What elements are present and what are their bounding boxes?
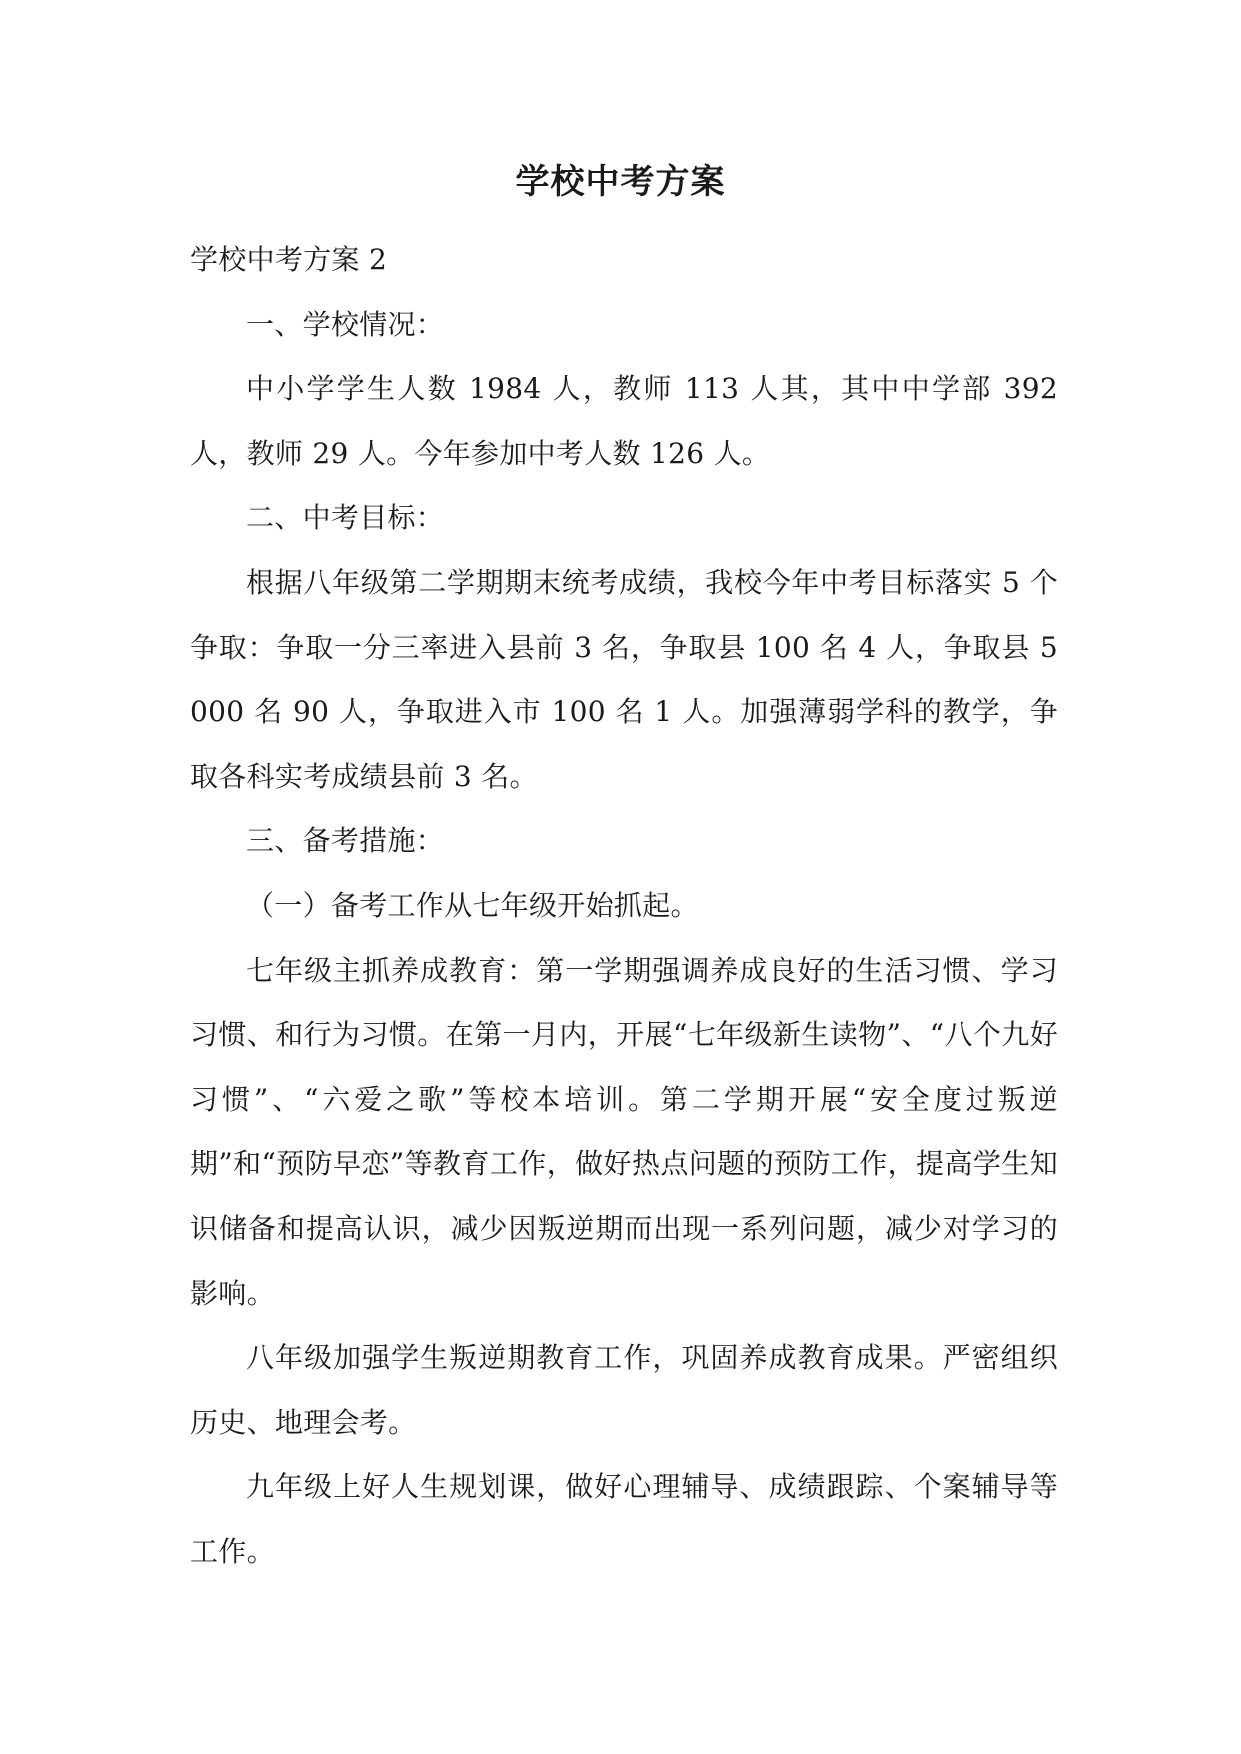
subtitle-paragraph: 学校中考方案 2	[190, 243, 388, 276]
document-body	[190, 228, 1058, 1584]
document-title: 学校中考方案	[515, 162, 726, 202]
grade9-paragraph: 九年级上好人生规划课，做好心理辅导、成绩跟踪、个案辅导等工作。	[190, 1470, 1058, 1568]
section-heading-school-info: 一、学校情况：	[246, 307, 445, 341]
school-info-paragraph: 中小学学生人数 1984 人，教师 113 人其，其中中学部 392 人，教师 29 人。今年参加中考人数 126 人。	[190, 372, 1058, 470]
grade7-paragraph: 七年级主抓养成教育：第一学期强调养成良好的生活习惯、学习习惯、和行为习惯。在第一月内，开展“七年级新生读物”、“八个九好习惯”、“六爱之歌”等校本培训。第二学期开展“安全度过叛逆期”和“预防早恋”等教育工作，做好热点问题的预防工作，提高学生知识储备和提高认识，减少因叛逆期而出现一系列问题，减少对学习的影响。	[190, 953, 1058, 1310]
measures-subheading-1: （一）备考工作从七年级开始抓起。	[246, 888, 699, 922]
exam-goals-paragraph: 根据八年级第二学期期末统考成绩，我校今年中考目标落实 5 个争取：争取一分三率进入县前 3 名，争取县 100 名 4 人，争取县 5000 名 90 人，争取进入市 100 名 1 人。加强薄弱学科的教学，争取各科实考成绩县前 3 名。	[190, 565, 1058, 793]
section-heading-measures: 三、备考措施：	[246, 824, 445, 858]
section-heading-exam-goals: 二、中考目标：	[246, 501, 445, 535]
grade8-paragraph: 八年级加强学生叛逆期教育工作，巩固养成教育成果。严密组织历史、地理会考。	[190, 1341, 1058, 1439]
